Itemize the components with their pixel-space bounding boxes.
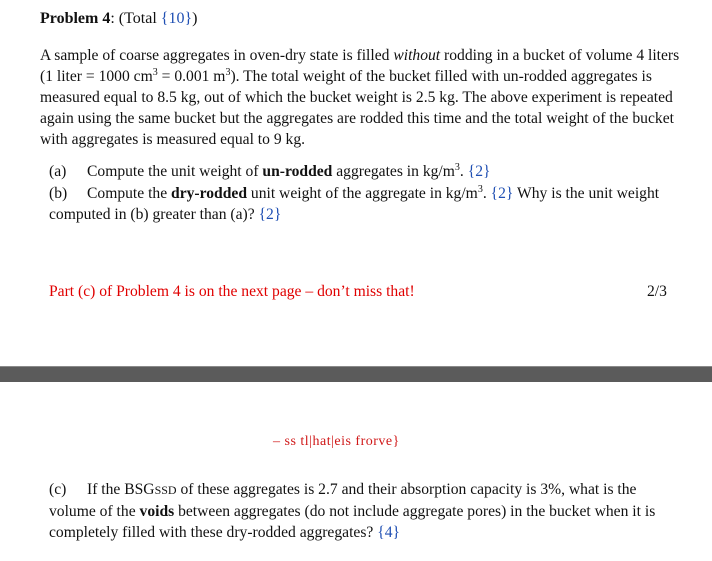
points-b: {2} [490, 185, 514, 202]
question-b: (b) Compute the dry-rodded unit weight of the aggregate in $kg/m^3$. {2} Why is the unit weight computed in (b) greater than (a)? {2} [49, 183, 660, 223]
points-c: {4} [377, 524, 401, 541]
points-a: {2} [467, 163, 491, 180]
problem-title: Problem 4: (Total {10}) [40, 10, 198, 27]
points-b2: {2} [258, 206, 282, 223]
garbled-text-fragment: – ss tl|hat|eis frorve} [273, 434, 400, 449]
question-a: (a) Compute the unit weight of un-rodded aggregates in $kg/m^3$. {2} [49, 161, 491, 180]
page-number: 2/3 [647, 283, 667, 300]
next-page-note: Part (c) of Problem 4 is on the next page – don’t miss that! [49, 283, 415, 300]
problem-intro: A sample of coarse aggregates in oven-dry state is filled without rodding in a bucket of volume 4 liters (1 liter = 1000 $cm^3 = 0.001$ $m^3$). The total weight of the bucket filled with un-rodded aggregates is measured equal to 8.5 kg, out of which the bucket weight is 2.5 kg. The above experiment is repeated again using the same bucket but the aggregates are rodded this time and the total weight of the bucket with aggregates is measured equal to 9 kg. [40, 47, 680, 148]
question-c: (c) If the BSGSSD of these aggregates is 2.7 and their absorption capacity is 3%, what is the volume of the voids between aggregates (do not include aggregate pores) in the bucket when it is completely filled with these dry-rodded aggregates? {4} [49, 481, 656, 541]
total-points: {10} [160, 10, 193, 27]
page-separator [0, 366, 712, 383]
